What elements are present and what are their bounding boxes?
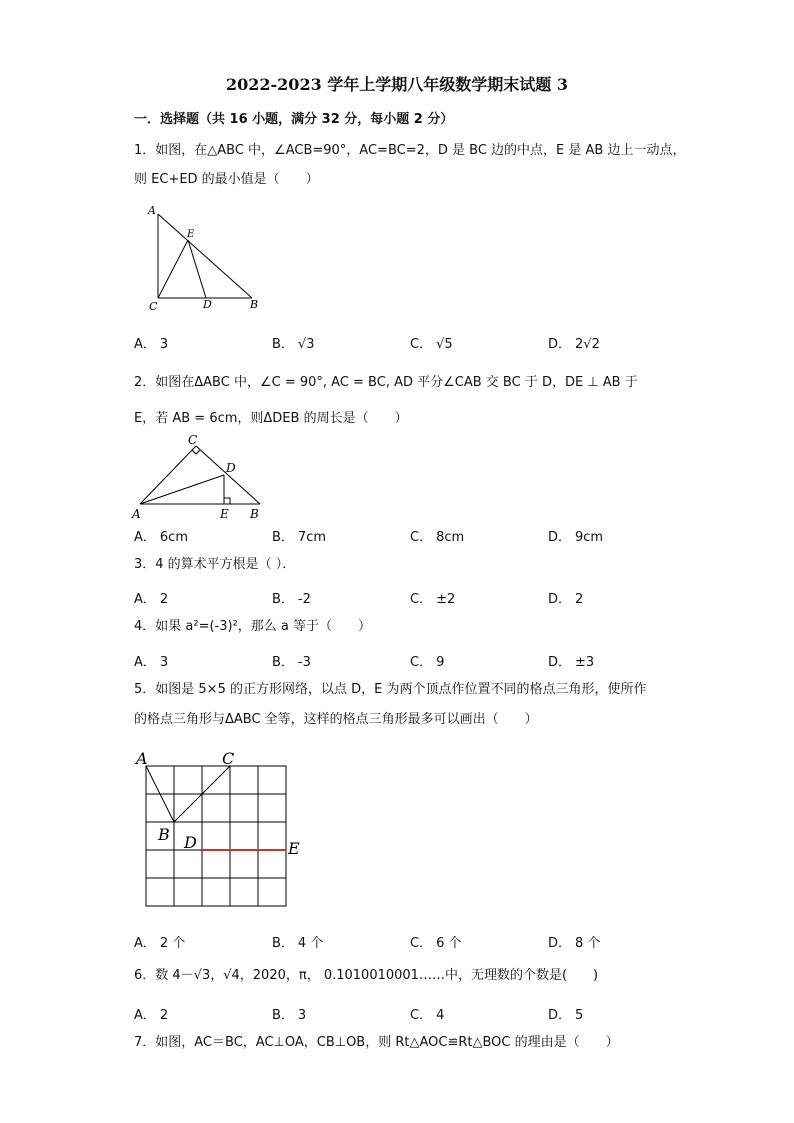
option-value: 3 xyxy=(159,337,169,352)
q2-label-C: C xyxy=(188,433,198,447)
figure-q1-triangle xyxy=(140,200,270,315)
option xyxy=(272,526,326,545)
option xyxy=(548,333,600,352)
option-value: √5 xyxy=(436,337,453,352)
option-label: C． xyxy=(410,1008,433,1023)
option xyxy=(410,651,444,670)
option-value: -2 xyxy=(297,592,311,607)
option xyxy=(272,333,314,352)
option-label: B． xyxy=(272,655,294,670)
option xyxy=(548,932,600,951)
q1-label-C: C xyxy=(149,300,158,313)
option-value: 5 xyxy=(575,1008,584,1023)
option-label: A． xyxy=(134,655,156,670)
option-label: D． xyxy=(548,592,572,607)
option-label: B． xyxy=(272,530,294,545)
option-label: D． xyxy=(548,1008,572,1023)
q2-label-A: A xyxy=(132,507,141,521)
option xyxy=(410,333,453,352)
option-value: 4 个 xyxy=(297,936,324,951)
option-value: 2 xyxy=(159,592,169,607)
option-label: A． xyxy=(134,530,156,545)
q1-label-E: E xyxy=(187,229,195,240)
option xyxy=(548,526,603,545)
option-label: C． xyxy=(410,936,433,951)
option xyxy=(134,588,168,607)
section-heading: 一．选择题（共 16 小题，满分 32 分，每小题 2 分） xyxy=(134,112,454,127)
option-label: B． xyxy=(272,592,294,607)
option-value: 6cm xyxy=(159,530,188,545)
q2-label-E: E xyxy=(220,507,229,521)
question-7-line-1: 7．如图，AC＝BC，AC⊥OA，CB⊥OB，则 Rt△AOC≌Rt△BOC 的理由是（ ） xyxy=(134,1035,619,1050)
options-q5 xyxy=(134,932,694,952)
option xyxy=(548,1004,583,1023)
option-value: 2 xyxy=(159,1008,169,1023)
options-q2 xyxy=(134,526,694,546)
question-5-line-2: 的格点三角形与ΔABC 全等，这样的格点三角形最多可以画出（ ） xyxy=(134,712,538,727)
option xyxy=(410,932,461,951)
options-q1 xyxy=(134,333,694,353)
option-label: C． xyxy=(410,530,433,545)
question-2-line-1: 2．如图在ΔABC 中，∠C = 90°, AC = BC, AD 平分∠CAB 交 BC 于 D，DE ⊥ AB 于 xyxy=(134,375,638,390)
option-label: C． xyxy=(410,337,433,352)
option xyxy=(272,651,311,670)
option-value: 9cm xyxy=(575,530,604,545)
q2-label-B: B xyxy=(250,507,259,521)
q1-label-B: B xyxy=(250,298,259,311)
option-value: 3 xyxy=(159,655,169,670)
option-value: 3 xyxy=(297,1008,307,1023)
option xyxy=(272,1004,306,1023)
question-3-line-1: 3．4 的算术平方根是（ ）． xyxy=(134,557,296,572)
q5-label-E: E xyxy=(288,839,300,858)
option xyxy=(272,932,323,951)
question-4-line-1: 4．如果 a²=(-3)²，那么 a 等于（ ） xyxy=(134,619,372,634)
option-label: B． xyxy=(272,337,294,352)
option-label: B． xyxy=(272,1008,294,1023)
option-value: 6 个 xyxy=(436,936,462,951)
option-value: 4 xyxy=(436,1008,445,1023)
q5-label-A: A xyxy=(136,749,148,768)
question-1-line-2: 则 EC+ED 的最小值是（ ） xyxy=(134,172,319,187)
q5-label-B: B xyxy=(158,825,170,844)
question-6-line-1: 6．数 4－√3，√4，2020，π， 0.1010010001……中，无理数的个数是( ) xyxy=(134,968,599,983)
option-label: D． xyxy=(548,936,572,951)
option-value: √3 xyxy=(297,337,315,352)
q2-label-D: D xyxy=(226,461,236,475)
option xyxy=(134,333,168,352)
figure-q5-grid xyxy=(134,744,314,914)
question-1-line-1: 1．如图，在△ABC 中，∠ACB=90°，AC=BC=2，D 是 BC 边的中点，E 是 AB 边上一动点， xyxy=(134,143,686,158)
option xyxy=(134,526,188,545)
option-value: -3 xyxy=(297,655,311,670)
q5-label-C: C xyxy=(222,749,235,768)
option-value: 2 个 xyxy=(159,936,186,951)
q1-label-D: D xyxy=(203,298,212,311)
options-q6 xyxy=(134,1004,694,1024)
page-title: 2022-2023 学年上学期八年级数学期末试题 3 xyxy=(226,75,568,94)
option-label: A． xyxy=(134,1008,156,1023)
option-label: D． xyxy=(548,655,572,670)
options-q3 xyxy=(134,588,694,608)
option-label: B． xyxy=(272,936,294,951)
option-label: A． xyxy=(134,936,156,951)
option-label: A． xyxy=(134,592,156,607)
option xyxy=(548,588,583,607)
option-value: ±2 xyxy=(436,592,456,607)
option-label: D． xyxy=(548,337,572,352)
option xyxy=(548,651,594,670)
option-value: 2 xyxy=(575,592,584,607)
option xyxy=(134,651,168,670)
option xyxy=(410,526,464,545)
option-value: 7cm xyxy=(297,530,327,545)
option-label: C． xyxy=(410,655,433,670)
option-label: C． xyxy=(410,592,433,607)
question-5-line-1: 5．如图是 5×5 的正方形网络，以点 D，E 为两个顶点作位置不同的格点三角形，使所作 xyxy=(134,682,647,697)
option-label: D． xyxy=(548,530,572,545)
option xyxy=(410,1004,444,1023)
option-value: 2√2 xyxy=(575,337,600,352)
option-label: A． xyxy=(134,337,156,352)
option-value: ±3 xyxy=(575,655,595,670)
figure-q2-triangle xyxy=(130,432,270,522)
question-2-line-2: E，若 AB = 6cm，则ΔDEB 的周长是（ ） xyxy=(134,411,408,426)
option xyxy=(272,588,311,607)
option xyxy=(410,588,455,607)
q5-label-D: D xyxy=(184,833,197,852)
option xyxy=(134,1004,168,1023)
option-value: 8 个 xyxy=(575,936,601,951)
option-value: 9 xyxy=(436,655,445,670)
options-q4 xyxy=(134,651,694,671)
q1-label-A: A xyxy=(148,204,156,217)
option-value: 8cm xyxy=(436,530,465,545)
option xyxy=(134,932,185,951)
